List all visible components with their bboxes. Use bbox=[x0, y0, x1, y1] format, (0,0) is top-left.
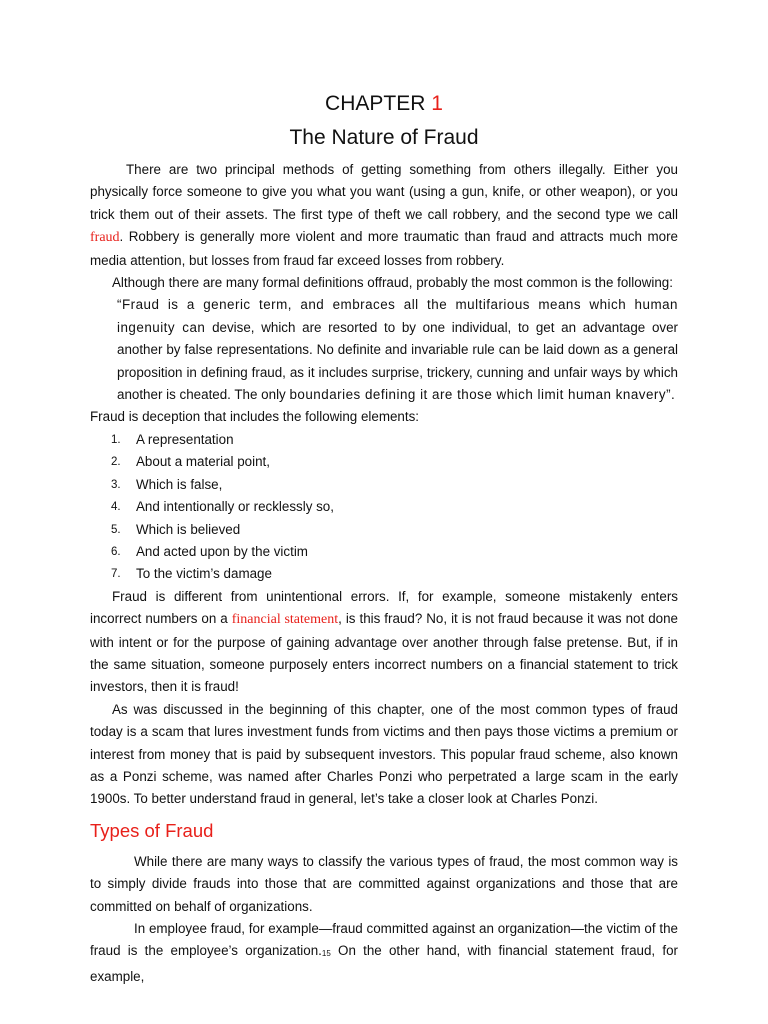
list-number: 5. bbox=[111, 523, 121, 536]
paragraph-text: , is this fraud? No, it is not fraud because it was not done with intent or for the purpose of gaining advantage over another through false pretense. But, if in the same situation, someone purposely enters incorrect numbers on a financial statement to trick investors, then it is fraud! bbox=[90, 611, 678, 695]
list-text: Which is believed bbox=[136, 521, 241, 537]
list-number: 7. bbox=[111, 568, 121, 581]
paragraph-employee-fraud bbox=[90, 918, 678, 988]
quote-text: devise, which are resorted to by one individual, to get an advantage over another by false representations. No definite and invariable rule can be laid down as a general proposition in defining fraud, as it includes surprise, trickery, cunning and unfair ways by which another is cheated. The only bbox=[117, 319, 678, 403]
chapter-number: 1 bbox=[431, 92, 443, 115]
paragraph-text: There are two principal methods of getting something from others illegally. Either you physically force someone to give you what you want (using a gun, knife, or other weapon), or you trick them out of their assets. The first type of theft we call robbery, and the second type we call bbox=[90, 162, 678, 222]
elements-intro: Fraud is deception that includes the following elements: bbox=[90, 409, 420, 425]
list-number: 3. bbox=[111, 478, 121, 491]
financial-statement-link[interactable]: financial statement bbox=[231, 612, 339, 628]
paragraph-intro bbox=[90, 159, 678, 272]
document-body bbox=[90, 159, 678, 988]
paragraph-text: In employee fraud, for example—fraud committed against an organization—the victim of the fraud is the employee’s organization. bbox=[90, 921, 678, 959]
list-item bbox=[90, 563, 678, 585]
list-text: About a material point, bbox=[136, 454, 270, 470]
paragraph-ponzi: As was discussed in the beginning of this chapter, one of the most common types of fraud today is a scam that lures investment funds from victims and then pays those victims a premium or interest from money that is paid by subsequent investors. This popular fraud scheme, also known as a Ponzi scheme, was named after Charles Ponzi who perpetrated a large scam in the early 1900s. To better understand fraud in general, let’s take a closer look at Charles Ponzi. bbox=[90, 701, 678, 807]
fraud-link[interactable]: fraud bbox=[90, 230, 120, 246]
definition-quote bbox=[117, 294, 678, 406]
list-text: A representation bbox=[136, 431, 234, 447]
elements-list bbox=[90, 429, 678, 586]
list-number: 2. bbox=[111, 456, 121, 469]
chapter-word: CHAPTER bbox=[325, 92, 426, 115]
chapter-label bbox=[0, 90, 768, 118]
paragraph-classify: While there are many ways to classify the various types of fraud, the most common way is to simply divide frauds into those that are committed against organizations and those that are committed on behalf of organizations. bbox=[90, 853, 678, 914]
footnote-marker[interactable]: 15 bbox=[321, 949, 331, 959]
list-text: And acted upon by the victim bbox=[136, 543, 308, 559]
list-text: And intentionally or recklessly so, bbox=[136, 499, 334, 515]
list-item bbox=[90, 451, 678, 473]
list-text: Which is false, bbox=[136, 476, 223, 492]
paragraph-definitions: Although there are many formal definitions offraud, probably the most common is the following: bbox=[112, 275, 673, 291]
list-item bbox=[90, 541, 678, 563]
paragraph-text: . Robbery is generally more violent and more traumatic than fraud and attracts much more media attention, but losses from fraud far exceed losses from robbery. bbox=[90, 229, 678, 268]
paragraph-text: On the other hand, with financial statement fraud, for example, bbox=[90, 943, 679, 984]
list-number: 6. bbox=[111, 545, 121, 558]
quote-text: boundaries defining it are those which limit human knavery”. bbox=[289, 387, 676, 403]
page-title: The Nature of Fraud bbox=[289, 126, 479, 149]
list-item bbox=[90, 474, 678, 496]
list-number: 1. bbox=[111, 433, 121, 446]
quote-text: “Fraud is a generic term, and embraces all the multifarious means which human ingenuity can bbox=[117, 297, 678, 335]
paragraph-text: Fraud is different from unintentional errors. If, for example, someone mistakenly enters incorrect numbers on a bbox=[90, 588, 678, 627]
list-item bbox=[90, 496, 678, 518]
list-item bbox=[90, 429, 678, 451]
list-text: To the victim’s damage bbox=[136, 566, 272, 582]
list-item bbox=[90, 519, 678, 541]
paragraph-errors bbox=[90, 586, 678, 699]
section-heading: Types of Fraud bbox=[90, 819, 214, 841]
list-number: 4. bbox=[111, 501, 121, 514]
